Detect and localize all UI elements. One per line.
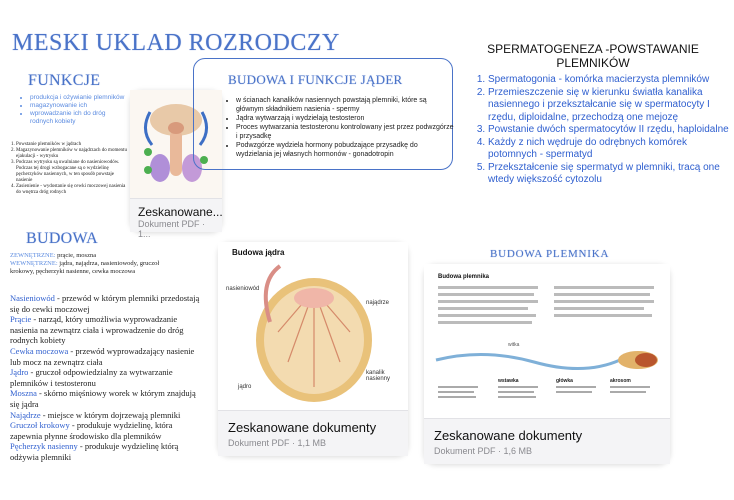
budowa-definitions: [10, 293, 206, 463]
document-card-sperm[interactable]: [424, 264, 670, 464]
budowa-summary: [10, 252, 180, 276]
budowa-plemnika-heading: BUDOWA PLEMNIKA: [490, 248, 610, 260]
funkcje-bullet: • magazynowanie ich: [30, 102, 128, 110]
wewnetrzne-label: WEWNĘTRZNE:: [10, 260, 58, 267]
definition-text: - przewód w którym plemniki przedostają się do cewki moczowej: [10, 293, 200, 314]
budowa-jader-item: • w ścianach kanalików nasiennych powstają plemniki, które są głównym składnikiem nasienia - spermy: [236, 96, 454, 114]
sperm-label: akrosom: [610, 378, 631, 384]
definition-term: Cewka moczowa: [10, 345, 69, 356]
wewnetrzne-text: jądra, najądrza, nasieniowody, gruczoł krokowy, pęcherzyki nasienne, cewka moczowa: [10, 260, 160, 275]
funkcje-heading: FUNKCJE: [28, 72, 101, 89]
spermatogeneza-item: 1. Spermatogonia - komórka macierzysta plemników: [488, 74, 734, 87]
definition-term: Nasieniowód: [10, 293, 55, 303]
testis-image-title: Budowa jądra: [232, 248, 285, 257]
spermatogeneza-item: 2. Przemieszczenie się w kierunku światła kanalika nasiennego i przekształcanie się w spermatocyty I rzędu, diploidalne, przechodzą one mejozę: [488, 87, 734, 125]
funkcje-step: 3. Podczas wytrysku są uwalniane do nasieniowodów. Podczas tej drogi wzbogacane są o wydzielinę pęcherzyków nasiennych, w ten sposób powstaje nasienie: [16, 160, 128, 184]
definition-term: Jądro: [10, 367, 29, 378]
sperm-label: witka: [508, 342, 520, 348]
sperm-image-title: Budowa plemnika: [438, 274, 490, 280]
budowa-jader-item: • Jądra wytwarzają i wydzielają testosteron: [236, 114, 454, 123]
card-subtitle: Dokument PDF · 1,1 MB: [228, 438, 327, 448]
spermatogeneza-list: [468, 74, 734, 187]
definition-term: Gruczoł krokowy: [10, 420, 70, 431]
budowa-jader-item: • Proces wytwarzania testosteronu kontrolowany jest przez podwzgórze i przysadkę: [236, 123, 454, 141]
definition-item: [10, 420, 206, 441]
budowa-jader-item: • Podwzgórze wydziela hormony pobudzające przysadkę do wydzielania jej własnych hormonów - gonadotropin: [236, 141, 454, 159]
definition-item: [10, 367, 206, 388]
definition-item: [10, 441, 206, 462]
testis-label: jądro: [238, 384, 252, 390]
sperm-image: [424, 264, 670, 418]
card-title: Zeskanowane dokumenty: [434, 428, 583, 443]
spermatogeneza-heading: SPERMATOGENEZA -POWSTAWANIE PLEMNIKÓW: [487, 42, 699, 70]
sperm-label: wstawka: [498, 378, 519, 384]
testis-label: kanalik nasienny: [366, 370, 391, 382]
definition-term: Prącie: [10, 314, 32, 325]
definition-item: [10, 293, 206, 314]
card-subtitle: Dokument PDF · 1...: [138, 219, 206, 239]
zewnetrzne-label: ZEWNĘTRZNE:: [10, 252, 56, 259]
funkcje-step: 1. Powstanie plemników w jądrach: [16, 142, 128, 148]
definition-text: - produkuje wydzielinę, która zapewnia płynne środowisko dla plemników: [10, 420, 173, 441]
definition-item: [10, 346, 206, 367]
spermatogeneza-item: 4. Każdy z nich wędruje do odrębnych komórek potomnych - spermatyd: [488, 137, 734, 162]
funkcje-bullet: • produkcja i ożywianie plemników: [30, 94, 128, 102]
definition-text: - narząd, który umożliwia wyprowadzanie nasienia na zewnątrz ciała i wprowadzenie do dróg rodnych kobiety: [10, 314, 184, 346]
card-title: Zeskanowane dokumenty: [228, 420, 377, 435]
budowa-heading: BUDOWA: [26, 230, 99, 247]
funkcje-step: 4. Zasienienie - wydostanie się cewki moczowej nasienia do wnętrza dróg rodnych: [16, 184, 128, 196]
zewnetrzne-text: prącie, moszna: [57, 252, 97, 259]
definition-term: Moszna: [10, 388, 37, 399]
funkcje-steps: [0, 142, 128, 196]
card-title: Zeskanowane...: [138, 205, 223, 219]
funkcje-bullets: [18, 94, 128, 126]
definition-text: - skórno mięśniowy worek w którym znajdują się jądra: [10, 388, 196, 409]
card-subtitle: Dokument PDF · 1,6 MB: [434, 446, 533, 456]
budowa-jader-heading: BUDOWA I FUNKCJE JĄDER: [228, 72, 403, 87]
testis-label: nasieniowód: [226, 286, 260, 292]
document-card-testis[interactable]: [218, 242, 408, 456]
definition-text: - gruczoł odpowiedzialny za wytwarzanie plemników i testosteronu: [10, 367, 173, 388]
definition-text: - produkuje wydzielinę którą odżywia plemniki: [10, 441, 179, 462]
testis-label: najądrze: [366, 300, 390, 306]
funkcje-bullet: • wprowadzanie ich do dróg rodnych kobiety: [30, 110, 128, 126]
sperm-label: główka: [556, 378, 573, 384]
definition-text: - miejsce w którym dojrzewają plemniki: [40, 409, 181, 420]
page-title: MESKI UKLAD ROZRODCZY: [12, 30, 340, 56]
definition-term: Najądrze: [10, 409, 41, 420]
definition-item: [10, 314, 206, 346]
spermatogeneza-item: 3. Powstanie dwóch spermatocytów II rzędu, haploidalne: [488, 124, 734, 137]
definition-term: Pęcherzyk nasienny: [10, 441, 78, 452]
budowa-jader-list: [224, 96, 454, 159]
spermatogeneza-item: 5. Przekształcenie się spermatyd w plemniki, tracą one wtedy większość cytozolu: [488, 162, 734, 187]
definition-item: [10, 410, 206, 421]
funkcje-step: 2. Magazynowanie plemników w najądrzach do momentu ejakulacji - wytrysku: [16, 148, 128, 160]
definition-text: - przewód wyprowadzający nasienie lub mocz na zewnątrz ciała: [10, 345, 195, 367]
definition-item: [10, 388, 206, 409]
